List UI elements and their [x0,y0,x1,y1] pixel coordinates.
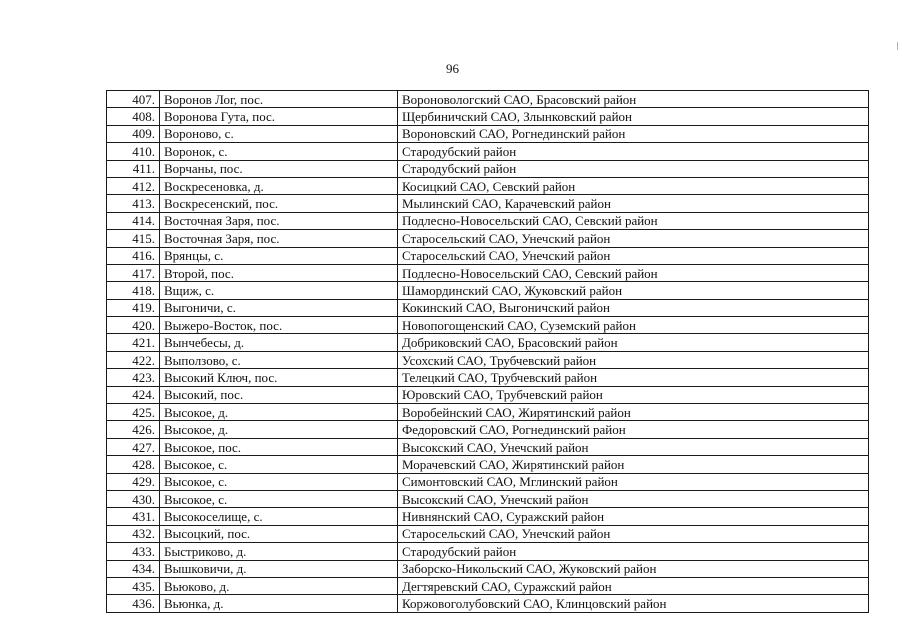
settlement-name-cell: Высокое, с. [160,456,398,473]
administrative-area-cell: Старосельский САО, Унечский район [398,230,869,247]
settlement-name-cell: Вщиж, с. [160,282,398,299]
table-row [107,195,869,212]
row-number-cell: 423. [107,369,160,386]
administrative-area-cell: Подлесно-Новосельский САО, Севский район [398,212,869,229]
row-number-cell: 433. [107,543,160,560]
settlement-name-cell: Быстриково, д. [160,543,398,560]
administrative-area-cell: Вороновологский САО, Брасовский район [398,91,869,108]
table-row [107,543,869,560]
row-number-cell: 419. [107,299,160,316]
administrative-area-cell: Высокский САО, Унечский район [398,490,869,507]
row-number-cell: 407. [107,91,160,108]
row-number-cell: 409. [107,125,160,142]
settlement-name-cell: Высокий Ключ, пос. [160,369,398,386]
administrative-area-cell: Высокский САО, Унечский район [398,438,869,455]
administrative-area-cell: Юровский САО, Трубчевский район [398,386,869,403]
settlement-name-cell: Второй, пос. [160,264,398,281]
administrative-area-cell: Шамординский САО, Жуковский район [398,282,869,299]
administrative-area-cell: Мылинский САО, Карачевский район [398,195,869,212]
table-row [107,143,869,160]
administrative-area-cell: Подлесно-Новосельский САО, Севский район [398,264,869,281]
administrative-area-cell: Стародубский район [398,143,869,160]
settlement-name-cell: Высокое, с. [160,490,398,507]
settlement-name-cell: Высокое, д. [160,421,398,438]
settlement-name-cell: Высоцкий, пос. [160,525,398,542]
row-number-cell: 408. [107,108,160,125]
settlement-name-cell: Ворчаны, пос. [160,160,398,177]
administrative-area-cell: Дегтяревский САО, Суражский район [398,577,869,594]
page-number: 96 [446,61,459,76]
administrative-area-cell: Вороновский САО, Рогнединский район [398,125,869,142]
row-number-cell: 418. [107,282,160,299]
settlement-name-cell: Воронова Гута, пос. [160,108,398,125]
row-number-cell: 430. [107,490,160,507]
settlement-name-cell: Воронок, с. [160,143,398,160]
administrative-area-cell: Стародубский район [398,543,869,560]
row-number-cell: 416. [107,247,160,264]
administrative-area-cell: Нивнянский САО, Суражский район [398,508,869,525]
row-number-cell: 414. [107,212,160,229]
settlement-name-cell: Высокое, д. [160,404,398,421]
row-number-cell: 427. [107,438,160,455]
row-number-cell: 410. [107,143,160,160]
row-number-cell: 420. [107,317,160,334]
table-row [107,177,869,194]
administrative-area-cell: Косицкий САО, Севский район [398,177,869,194]
row-number-cell: 434. [107,560,160,577]
row-number-cell: 425. [107,404,160,421]
row-number-cell: 417. [107,264,160,281]
table-row [107,525,869,542]
table-row [107,351,869,368]
table-row [107,473,869,490]
row-number-cell: 421. [107,334,160,351]
row-number-cell: 415. [107,230,160,247]
row-number-cell: 412. [107,177,160,194]
table-row [107,212,869,229]
settlement-name-cell: Высокое, с. [160,473,398,490]
administrative-area-cell: Новопогощенский САО, Суземский район [398,317,869,334]
settlements-table [106,90,869,613]
settlement-name-cell: Восточная Заря, пос. [160,230,398,247]
settlement-name-cell: Вышковичи, д. [160,560,398,577]
row-number-cell: 436. [107,595,160,612]
row-number-cell: 424. [107,386,160,403]
scan-edge-mark [897,42,898,50]
table-row [107,369,869,386]
settlement-name-cell: Выжеро-Восток, пос. [160,317,398,334]
administrative-area-cell: Кокинский САО, Выгоничский район [398,299,869,316]
row-number-cell: 426. [107,421,160,438]
table-row [107,456,869,473]
table-row [107,334,869,351]
settlements-table-body [107,91,869,613]
settlement-name-cell: Воронов Лог, пос. [160,91,398,108]
table-row [107,299,869,316]
settlement-name-cell: Воскресенский, пос. [160,195,398,212]
settlement-name-cell: Воскресеновка, д. [160,177,398,194]
administrative-area-cell: Симонтовский САО, Мглинский район [398,473,869,490]
settlement-name-cell: Высокое, пос. [160,438,398,455]
table-row [107,230,869,247]
row-number-cell: 422. [107,351,160,368]
table-row [107,91,869,108]
settlement-name-cell: Высокоселище, с. [160,508,398,525]
table-row [107,490,869,507]
administrative-area-cell: Старосельский САО, Унечский район [398,247,869,264]
row-number-cell: 428. [107,456,160,473]
table-row [107,386,869,403]
table-row [107,264,869,281]
row-number-cell: 413. [107,195,160,212]
row-number-cell: 432. [107,525,160,542]
row-number-cell: 429. [107,473,160,490]
administrative-area-cell: Щербиничский САО, Злынковский район [398,108,869,125]
table-row [107,404,869,421]
table-row [107,160,869,177]
administrative-area-cell: Усохский САО, Трубчевский район [398,351,869,368]
settlement-name-cell: Врянцы, с. [160,247,398,264]
table-row [107,282,869,299]
administrative-area-cell: Заборско-Никольский САО, Жуковский район [398,560,869,577]
table-row [107,421,869,438]
table-row [107,247,869,264]
table-row [107,125,869,142]
administrative-area-cell: Морачевский САО, Жирятинский район [398,456,869,473]
administrative-area-cell: Стародубский район [398,160,869,177]
row-number-cell: 431. [107,508,160,525]
table-row [107,560,869,577]
administrative-area-cell: Федоровский САО, Рогнединский район [398,421,869,438]
table-row [107,317,869,334]
settlement-name-cell: Выползово, с. [160,351,398,368]
table-row [107,438,869,455]
settlement-name-cell: Восточная Заря, пос. [160,212,398,229]
administrative-area-cell: Старосельский САО, Унечский район [398,525,869,542]
table-row [107,508,869,525]
table-row [107,577,869,594]
table-row [107,595,869,612]
settlement-name-cell: Высокий, пос. [160,386,398,403]
administrative-area-cell: Добриковский САО, Брасовский район [398,334,869,351]
settlement-name-cell: Вьюнка, д. [160,595,398,612]
administrative-area-cell: Коржовоголубовский САО, Клинцовский район [398,595,869,612]
row-number-cell: 411. [107,160,160,177]
settlement-name-cell: Вьюково, д. [160,577,398,594]
administrative-area-cell: Воробейнский САО, Жирятинский район [398,404,869,421]
row-number-cell: 435. [107,577,160,594]
administrative-area-cell: Телецкий САО, Трубчевский район [398,369,869,386]
settlement-name-cell: Вынчебесы, д. [160,334,398,351]
settlement-name-cell: Вороново, с. [160,125,398,142]
settlement-name-cell: Выгоничи, с. [160,299,398,316]
table-row [107,108,869,125]
